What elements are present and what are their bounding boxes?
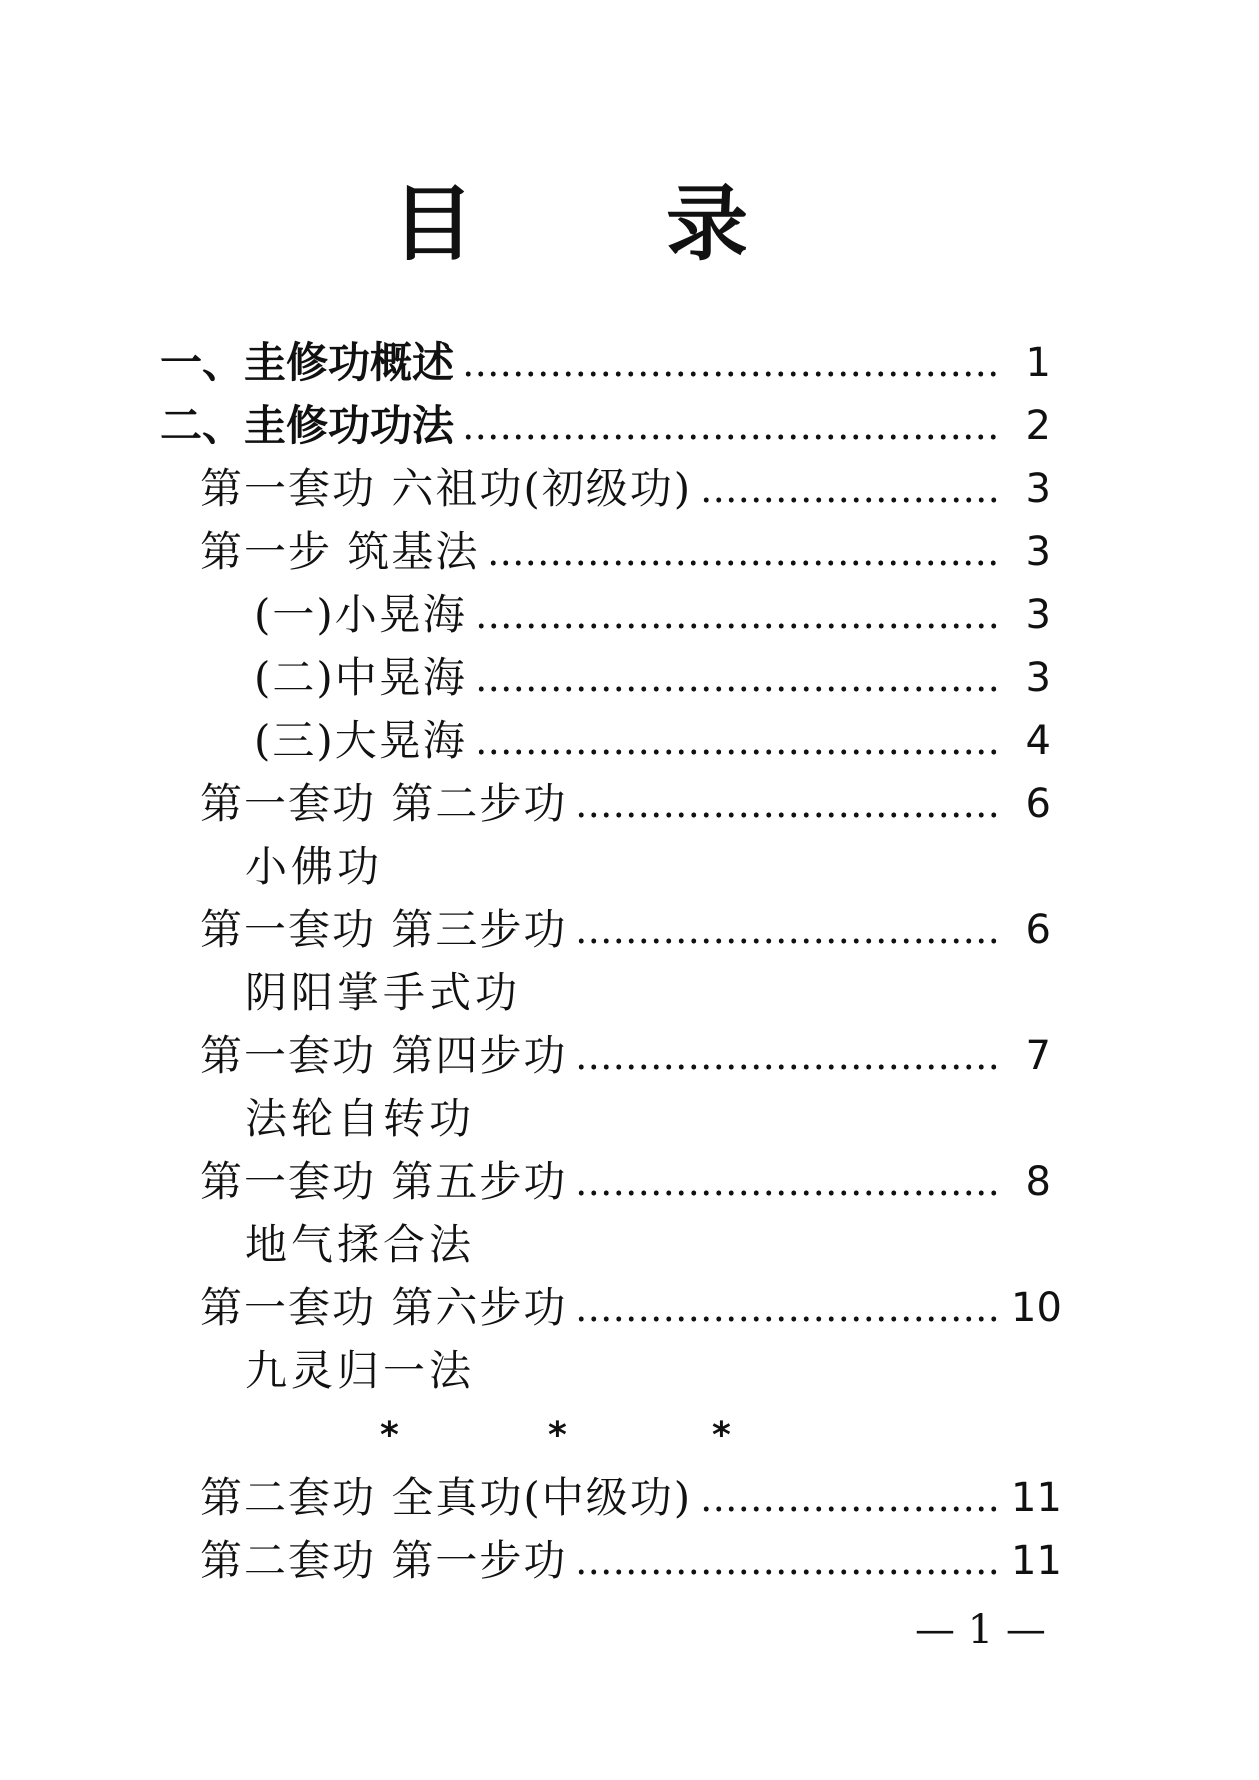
toc-page-number: 8 <box>1025 1159 1051 1205</box>
page-title <box>0 170 1259 280</box>
separator-asterisk: * <box>712 1415 731 1456</box>
dot-leader <box>700 461 1001 517</box>
dot-leader <box>575 1533 1001 1589</box>
dot-leader <box>575 1280 1001 1336</box>
toc-entry[interactable] <box>200 1280 1062 1336</box>
toc-page-number: 6 <box>1025 781 1051 827</box>
toc-entry[interactable] <box>200 461 1051 517</box>
toc-entry-label: (一)小晃海 <box>254 590 467 639</box>
toc-entry-label: 第一套功 第四步功 <box>200 1031 568 1080</box>
toc-entry[interactable] <box>200 1028 1051 1084</box>
toc-entry-label: 第一步 筑基法 <box>200 527 480 576</box>
toc-entry[interactable] <box>200 524 1051 580</box>
toc-entry-subtitle: 地气揉合法 <box>245 1220 476 1269</box>
toc-entry[interactable] <box>160 398 1051 454</box>
toc-page-number: 4 <box>1025 718 1051 764</box>
page-footer-number: — 1 — <box>915 1607 1046 1653</box>
separator-asterisk: * <box>380 1415 399 1456</box>
dot-leader <box>575 776 1001 832</box>
toc-entry[interactable] <box>200 776 1051 832</box>
toc-entry-subtitle: 阴阳掌手式功 <box>245 968 522 1017</box>
toc-page-number: 10 <box>1011 1285 1062 1331</box>
toc-entry[interactable] <box>200 1533 1062 1589</box>
toc-entry-subtitle: 九灵归一法 <box>245 1346 476 1395</box>
dot-leader <box>700 1470 1001 1526</box>
toc-page-number: 3 <box>1025 529 1051 575</box>
dot-leader <box>487 524 1001 580</box>
dot-leader <box>575 1154 1001 1210</box>
toc-entry-label: (三)大晃海 <box>254 716 467 765</box>
toc-entry[interactable] <box>254 587 1051 643</box>
toc-entry-label: 第一套功 第三步功 <box>200 905 568 954</box>
dot-leader <box>575 1028 1001 1084</box>
dot-leader <box>475 650 1001 706</box>
toc-entry[interactable] <box>200 1470 1062 1526</box>
toc-entry-subtitle: 小佛功 <box>245 842 384 891</box>
toc-entry-label: 第一套功 第六步功 <box>200 1283 568 1332</box>
title-char-2: 录 <box>666 177 749 272</box>
dot-leader <box>462 398 1001 454</box>
toc-entry-label: 第一套功 六祖功(初级功) <box>200 464 693 513</box>
toc-entry[interactable] <box>254 713 1051 769</box>
dot-leader <box>575 902 1001 958</box>
toc-page-number: 11 <box>1011 1538 1062 1584</box>
toc-entry[interactable] <box>200 902 1051 958</box>
dot-leader <box>475 587 1001 643</box>
toc-entry-label: 一、圭修功概述 <box>160 338 455 387</box>
toc-page-number: 6 <box>1025 907 1051 953</box>
title-char-1: 目 <box>392 177 475 272</box>
dot-leader <box>462 335 1001 391</box>
toc-entry-label: 第一套功 第二步功 <box>200 779 568 828</box>
separator-asterisk: * <box>548 1415 567 1456</box>
toc-page-number: 1 <box>1025 340 1051 386</box>
toc-entry-label: 第二套功 全真功(中级功) <box>200 1473 693 1522</box>
toc-entry[interactable] <box>160 335 1051 391</box>
toc-page-number: 3 <box>1025 466 1051 512</box>
toc-page-number: 11 <box>1011 1475 1062 1521</box>
toc-entry-label: 二、圭修功功法 <box>160 401 455 450</box>
toc-entry-label: (二)中晃海 <box>254 653 467 702</box>
toc-entry[interactable] <box>200 1154 1051 1210</box>
dot-leader <box>475 713 1001 769</box>
toc-page-number: 2 <box>1025 403 1051 449</box>
toc-page-number: 3 <box>1025 592 1051 638</box>
toc-entry-label: 第二套功 第一步功 <box>200 1536 568 1585</box>
toc-page-number: 7 <box>1025 1033 1051 1079</box>
toc-entry-subtitle: 法轮自转功 <box>245 1094 476 1143</box>
toc-entry[interactable] <box>254 650 1051 706</box>
toc-page-number: 3 <box>1025 655 1051 701</box>
section-separator <box>0 1415 1259 1465</box>
toc-entry-label: 第一套功 第五步功 <box>200 1157 568 1206</box>
